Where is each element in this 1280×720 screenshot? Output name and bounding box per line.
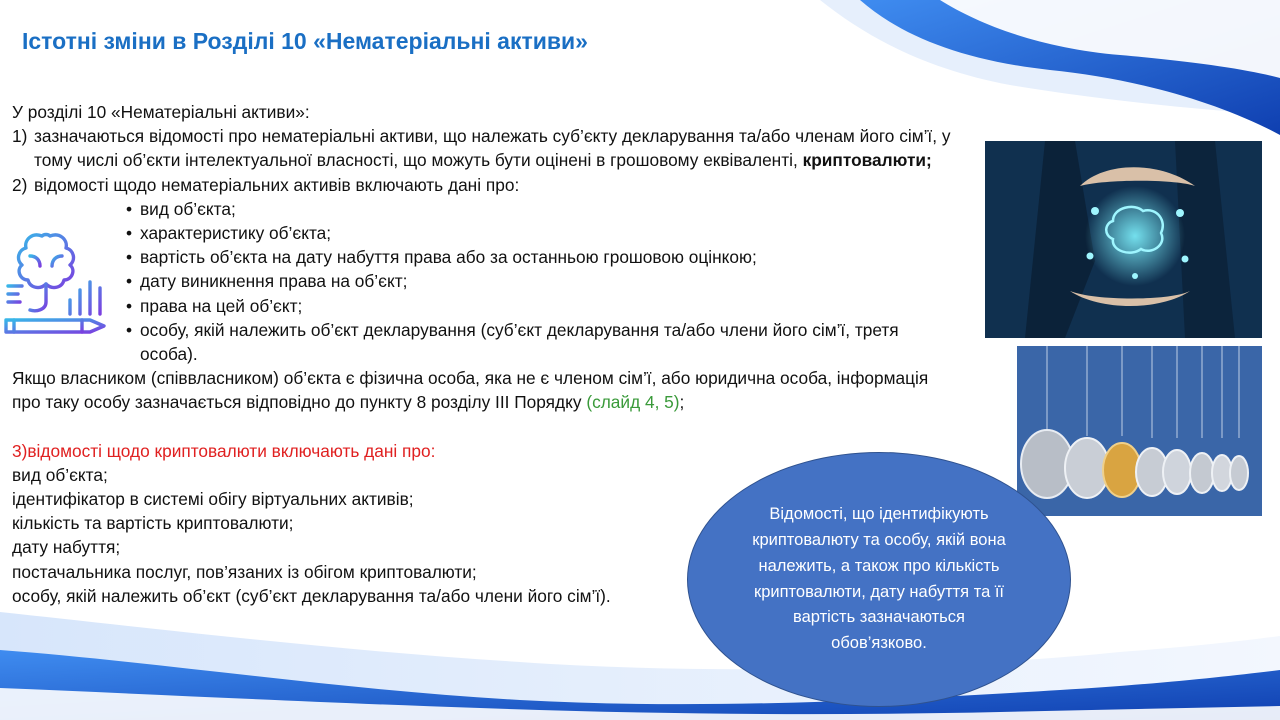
list-item: • характеристику об’єкта; <box>126 221 957 245</box>
list-item: • дату виникнення права на об’єкт; <box>126 269 957 293</box>
list-item: • вид об’єкта; <box>126 197 957 221</box>
bullet-icon: • <box>126 223 133 244</box>
callout-text: Відомості, що ідентифікують криптовалюту та особу, якій вона належить, а також про кількість криптовалюти, дату набуття та її вартість зазначаються обов’язково. <box>752 505 1006 653</box>
bullet-icon: • <box>126 271 133 292</box>
crypto-line: кількість та вартість криптовалюти; <box>12 513 294 534</box>
crypto-line: ідентифікатор в системі обігу віртуальних активів; <box>12 489 414 510</box>
intro-line: У розділі 10 «Нематеріальні активи»: <box>12 102 310 122</box>
slide-reference-link[interactable]: (слайд 4, 5) <box>586 392 680 413</box>
list-item-2 <box>12 173 957 197</box>
slide-title: Істотні зміни в Розділі 10 «Нематеріальні активи» <box>22 28 588 54</box>
item-number: 2) <box>12 174 28 195</box>
bullet-icon: • <box>126 247 133 268</box>
crypto-line: постачальника послуг, пов’язаних із обігом криптовалюти; <box>12 561 477 582</box>
brain-hologram-icon <box>985 141 1262 338</box>
bullet-icon: • <box>126 295 133 316</box>
bullet-icon: • <box>126 198 133 219</box>
list-item-1 <box>12 124 957 172</box>
list-item: • особу, якій належить об’єкт декларування (суб’єкт декларування та/або члени його сім’ї, третя особа). <box>126 318 957 366</box>
list-item: • вартість об’єкта на дату набуття права або за останньою грошовою оцінкою; <box>126 245 957 269</box>
bullet-list <box>126 197 957 366</box>
crypto-heading: 3)відомості щодо криптовалюти включають дані про: <box>12 440 436 461</box>
crypto-line: вид об’єкта; <box>12 464 108 485</box>
crypto-coins-photo <box>1017 346 1262 516</box>
crypto-line: особу, якій належить об’єкт (суб’єкт декларування та/або члени його сім’ї). <box>12 585 611 606</box>
item-number: 1) <box>12 126 28 147</box>
list-item: • права на цей об’єкт; <box>126 294 957 318</box>
item-text: відомості щодо нематеріальних активів включають дані про: <box>34 174 520 195</box>
owner-note: Якщо власником (співвласником) об’єкта є фізична особа, яка не є членом сім’ї, або юридична особа, інформація про таку особу зазначається відповідно до пункту 8 розділу ІІІ Порядку (слайд 4, 5); <box>12 368 929 413</box>
crypto-coins-icon <box>1017 346 1262 516</box>
bullet-icon: • <box>126 319 133 340</box>
crypto-bold-text: криптовалюти; <box>802 150 932 171</box>
callout-ellipse <box>687 452 1071 707</box>
hands-brain-photo <box>985 141 1262 338</box>
crypto-line: дату набуття; <box>12 537 121 558</box>
item-text: зазначаються відомості про нематеріальні активи, що належать суб’єкту декларування та/або членам його сім’ї, у тому числі об’єкти інтелектуальної власності, що можуть бути оцінені в грошовому еквіваленті, <box>34 126 951 171</box>
